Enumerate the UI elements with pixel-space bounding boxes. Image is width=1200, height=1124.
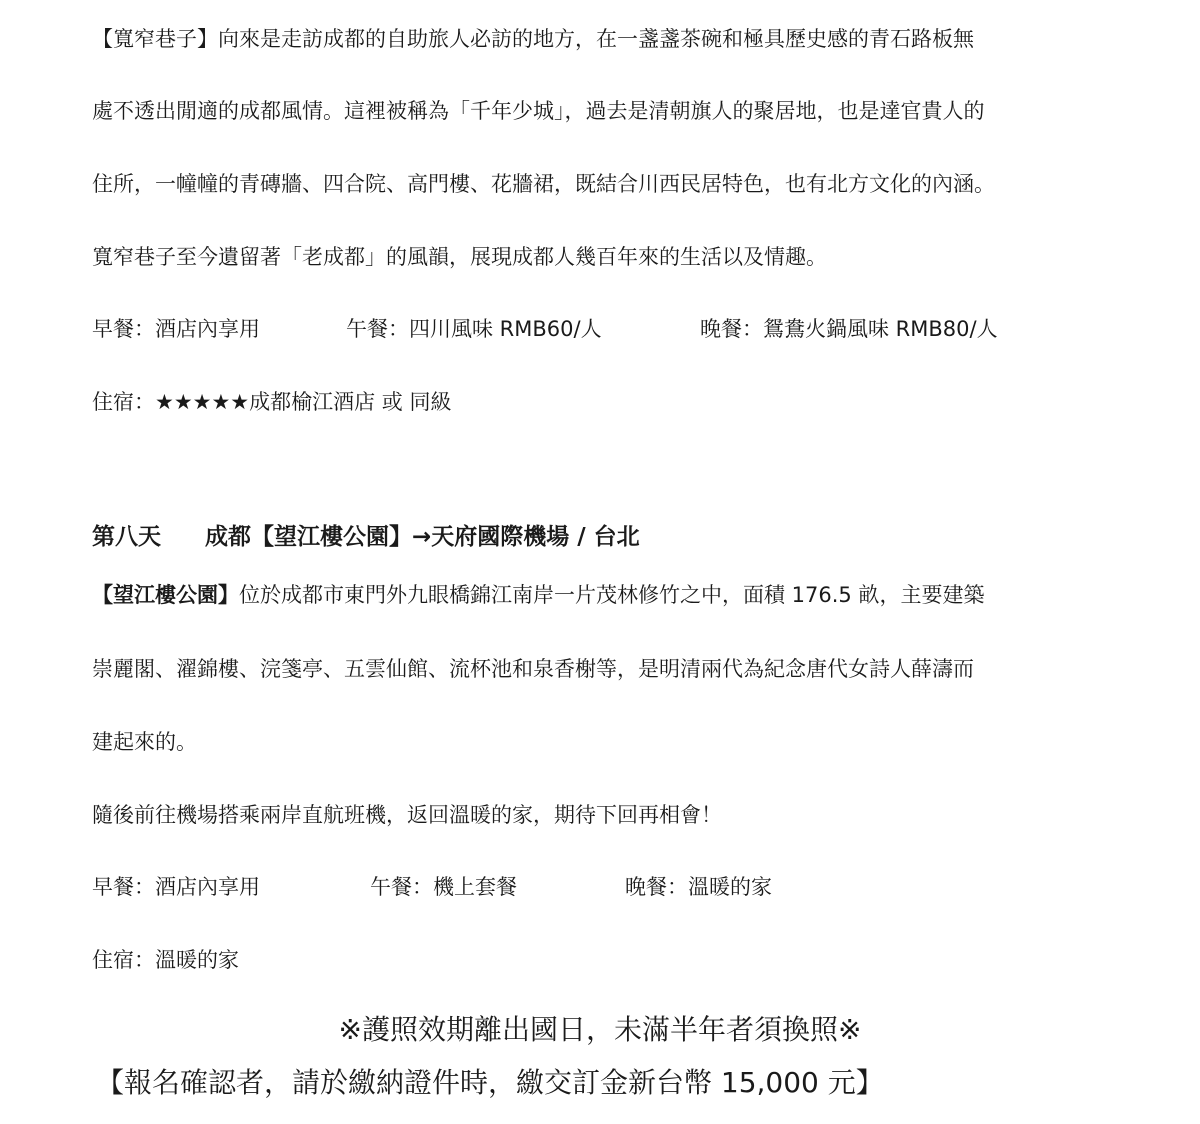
day8-paragraph-line-1: 【望江樓公園】位於成都市東門外九眼橋錦江南岸一片茂林修竹之中，面積 176.5 畝，主要建築: [92, 583, 985, 607]
day7-paragraph-line-3: 住所，一幢幢的青磚牆、四合院、高門樓、花牆裙，既結合川西民居特色，也有北方文化的內涵。: [92, 172, 995, 196]
day7-lead: 【寬窄巷子】: [92, 27, 218, 51]
day8-paragraph-line-2: 崇麗閣、濯錦樓、浣箋亭、五雲仙館、流杯池和泉香榭等，是明清兩代為紀念唐代女詩人薛濤而: [92, 657, 974, 681]
day7-lodging: 住宿：★★★★★成都榆江酒店 或 同級: [92, 390, 452, 414]
day7-paragraph-line-2: 處不透出閒適的成都風情。這裡被稱為「千年少城」，過去是清朝旗人的聚居地，也是達官貴人的: [92, 99, 985, 123]
day8-breakfast: 早餐：酒店內享用: [92, 875, 260, 899]
day8-dinner: 晚餐：溫暖的家: [625, 875, 772, 899]
day7-paragraph-line-1: 【寬窄巷子】向來是走訪成都的自助旅人必訪的地方，在一盞盞茶碗和極具歷史感的青石路板無: [92, 27, 974, 51]
day8-lead: 【望江樓公園】: [92, 583, 239, 607]
day7-breakfast: 早餐：酒店內享用: [92, 317, 260, 341]
deposit-notice: 【報名確認者，請於繳納證件時，繳交訂金新台幣 15,000 元】: [96, 1066, 884, 1099]
day7-paragraph-line-4: 寬窄巷子至今遺留著「老成都」的風韻，展現成都人幾百年來的生活以及情趣。: [92, 245, 827, 269]
day8-heading: [92, 522, 640, 552]
day8-paragraph-line-3: 建起來的。: [92, 730, 197, 754]
day7-dinner: 晚餐：鴛鴦火鍋風味 RMB80/人: [700, 317, 998, 341]
day8-lunch: 午餐：機上套餐: [370, 875, 517, 899]
passport-notice: ※護照效期離出國日，未滿半年者須換照※: [338, 1013, 862, 1046]
day8-lodging: 住宿：溫暖的家: [92, 948, 239, 972]
day8-label: 第八天: [92, 524, 161, 550]
day7-lunch: 午餐：四川風味 RMB60/人: [346, 317, 602, 341]
day8-paragraph-line-4: 隨後前往機場搭乘兩岸直航班機，返回溫暖的家，期待下回再相會！: [92, 803, 722, 827]
day8-route: 成都【望江樓公園】→天府國際機場 / 台北: [205, 524, 640, 550]
